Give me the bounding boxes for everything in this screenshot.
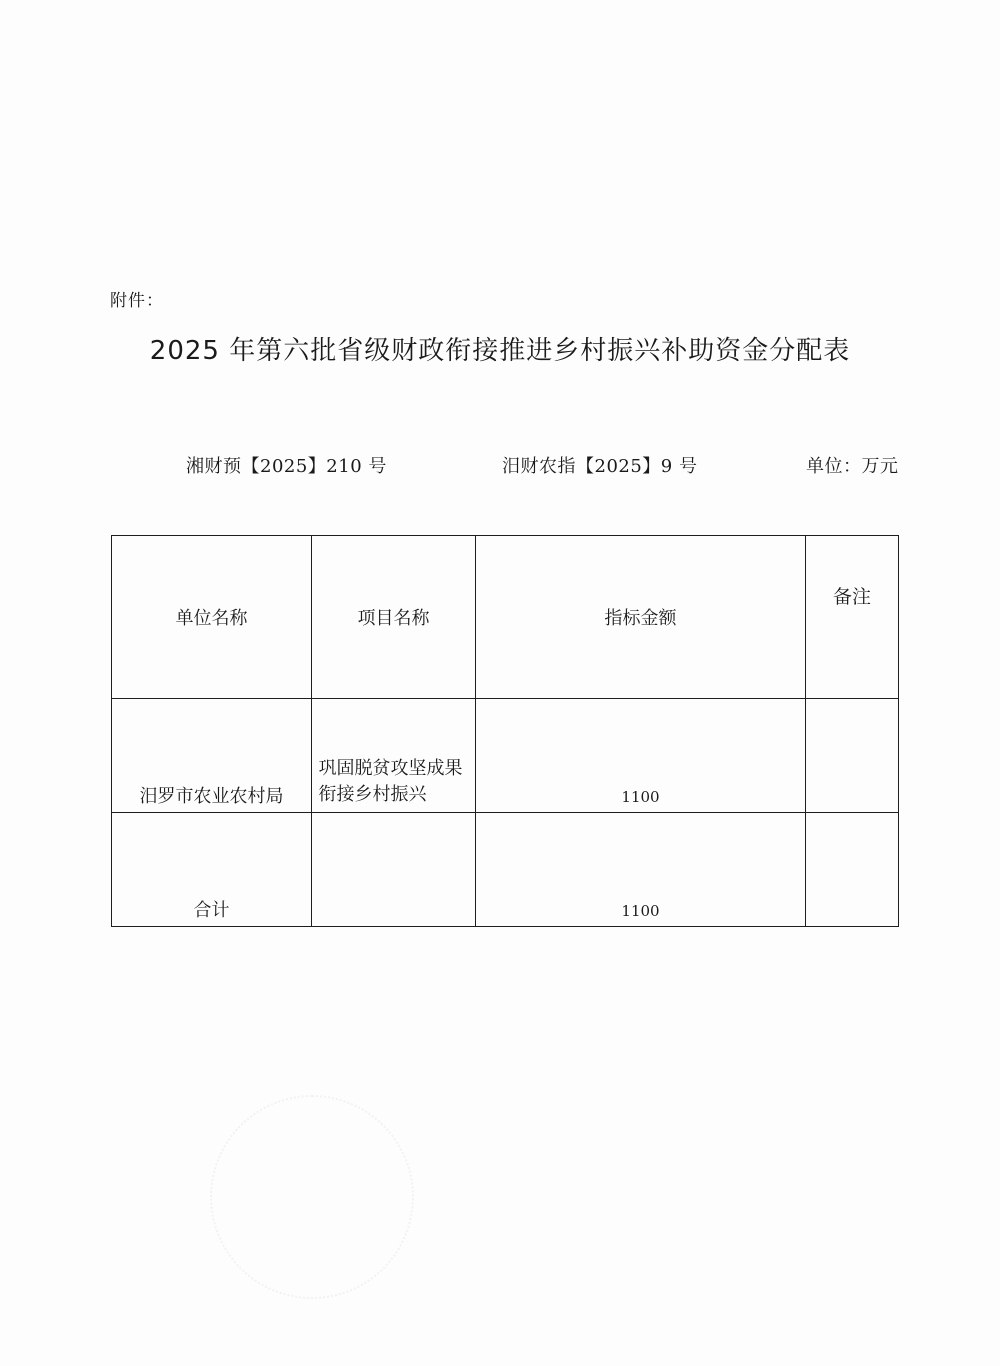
table-header-row — [112, 536, 899, 699]
header-remark: 备注 — [806, 536, 899, 699]
table-total-row — [112, 813, 899, 927]
header-unit-name: 单位名称 — [112, 536, 312, 699]
project-name-text: 巩固脱贫攻坚成果衔接乡村振兴 — [318, 758, 463, 805]
cell-total-project — [312, 813, 476, 927]
header-amount: 指标金额 — [476, 536, 806, 699]
cell-remark — [806, 699, 899, 813]
table-row — [112, 699, 899, 813]
cell-total-amount: 1100 — [476, 813, 806, 927]
faded-seal-mark — [210, 1095, 414, 1299]
cell-unit-name: 汨罗市农业农村局 — [112, 699, 312, 813]
cell-total-remark — [806, 813, 899, 927]
header-project-name: 项目名称 — [312, 536, 476, 699]
cell-project-name — [312, 699, 476, 813]
allocation-table — [111, 535, 899, 927]
cell-amount: 1100 — [476, 699, 806, 813]
cell-total-label: 合计 — [112, 813, 312, 927]
doc-ref-left: 湘财预【2025】210 号 — [186, 456, 387, 477]
unit-label: 单位：万元 — [806, 456, 899, 477]
doc-ref-mid: 汨财农指【2025】9 号 — [502, 456, 698, 477]
document-title: 2025 年第六批省级财政衔接推进乡村振兴补助资金分配表 — [149, 336, 851, 366]
attachment-label: 附件： — [110, 291, 164, 311]
